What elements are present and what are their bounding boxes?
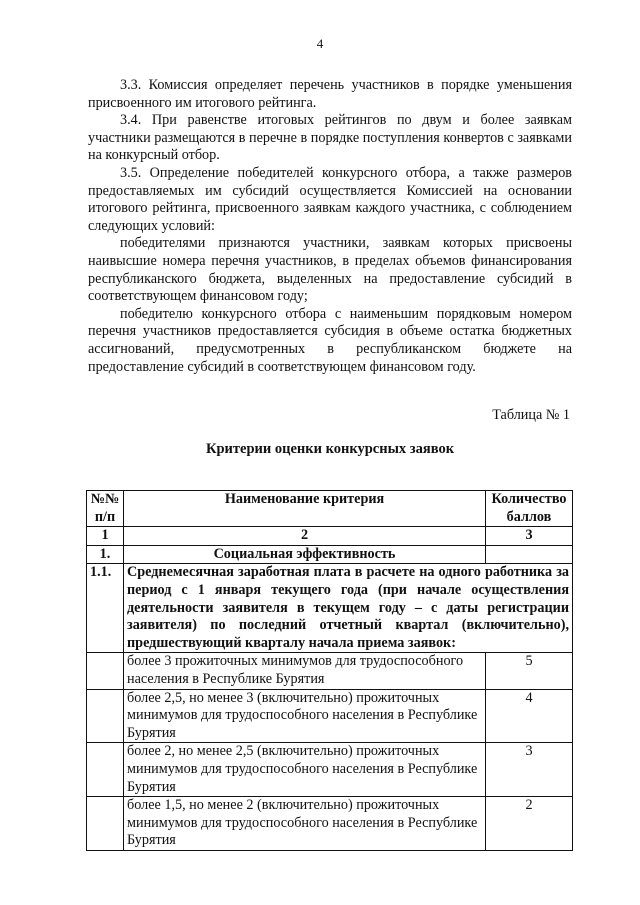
body-text (88, 77, 572, 376)
section-num: 1. (87, 545, 124, 564)
paragraph-3-3: 3.3. Комиссия определяет перечень участников в порядке уменьшения присвоенного им итогового рейтинга. (88, 77, 572, 111)
index-cell-3: 3 (486, 527, 573, 546)
table-row (87, 743, 573, 797)
header-num: №№ п/п (87, 491, 124, 527)
table-row (87, 653, 573, 689)
table-header-row (87, 491, 573, 527)
section-row (87, 545, 573, 564)
section-name: Социальная эффективность (124, 545, 486, 564)
page-number: 4 (316, 36, 324, 51)
criteria-table (86, 490, 573, 851)
row-points: 2 (486, 797, 573, 851)
criterion-num: 1.1. (87, 564, 124, 653)
row-num (87, 689, 124, 743)
row-points: 5 (486, 653, 573, 689)
row-num (87, 653, 124, 689)
index-cell-2: 2 (124, 527, 486, 546)
section-points (486, 545, 573, 564)
paragraph-3-4: 3.4. При равенстве итоговых рейтингов по двум и более заявкам участники размещаются в перечне в порядке поступления конвертов с заявками на конкурсный отбор. (88, 112, 572, 164)
paragraph-3-5: 3.5. Определение победителей конкурсного отбора, а также размеров предоставляемых им субсидий осуществляется Комиссией на основании итогового рейтинга, присвоенного заявкам каждого участника, с соблюдением следующих условий: (88, 164, 572, 234)
criterion-row (87, 564, 573, 653)
row-name: более 3 прожиточных минимумов для трудоспособного населения в Республике Бурятия (124, 653, 486, 689)
row-name: более 1,5, но менее 2 (включительно) прожиточных минимумов для трудоспособного населения в Республике Бурятия (124, 797, 486, 851)
table-row (87, 797, 573, 851)
paragraph-winners: победителями признаются участники, заявкам которых присвоены наивысшие номера перечня участников, в пределах объемов финансирования республиканского бюджета, выделенных на предоставление субсидий в соответствующем финансовом году; (88, 235, 572, 305)
header-points: Количество баллов (486, 491, 573, 527)
criterion-name: Среднемесячная заработная плата в расчете на одного работника за период с 1 января текущего года (при начале осуществления деятельности заявителя в текущем году – с даты регистрации заявителя) по последний отчетный квартал (включительно), предшествующий кварталу начала приема заявок: (124, 564, 573, 653)
table-label: Таблица № 1 (492, 407, 570, 423)
row-num (87, 743, 124, 797)
row-points: 4 (486, 689, 573, 743)
paragraph-smallest-number: победителю конкурсного отбора с наименьшим порядковым номером перечня участников предоставляется субсидия в объеме остатка бюджетных ассигнований, предусмотренных в республиканском бюджете на предоставление субсидий в соответствующем финансовом году. (88, 305, 572, 375)
table-title: Критерии оценки конкурсных заявок (205, 441, 455, 457)
row-name: более 2, но менее 2,5 (включительно) прожиточных минимумов для трудоспособного населения в Республике Бурятия (124, 743, 486, 797)
row-num (87, 797, 124, 851)
header-name: Наименование критерия (124, 491, 486, 527)
row-points: 3 (486, 743, 573, 797)
row-name: более 2,5, но менее 3 (включительно) прожиточных минимумов для трудоспособного населения в Республике Бурятия (124, 689, 486, 743)
index-cell-1: 1 (87, 527, 124, 546)
table-row (87, 689, 573, 743)
index-row (87, 527, 573, 546)
